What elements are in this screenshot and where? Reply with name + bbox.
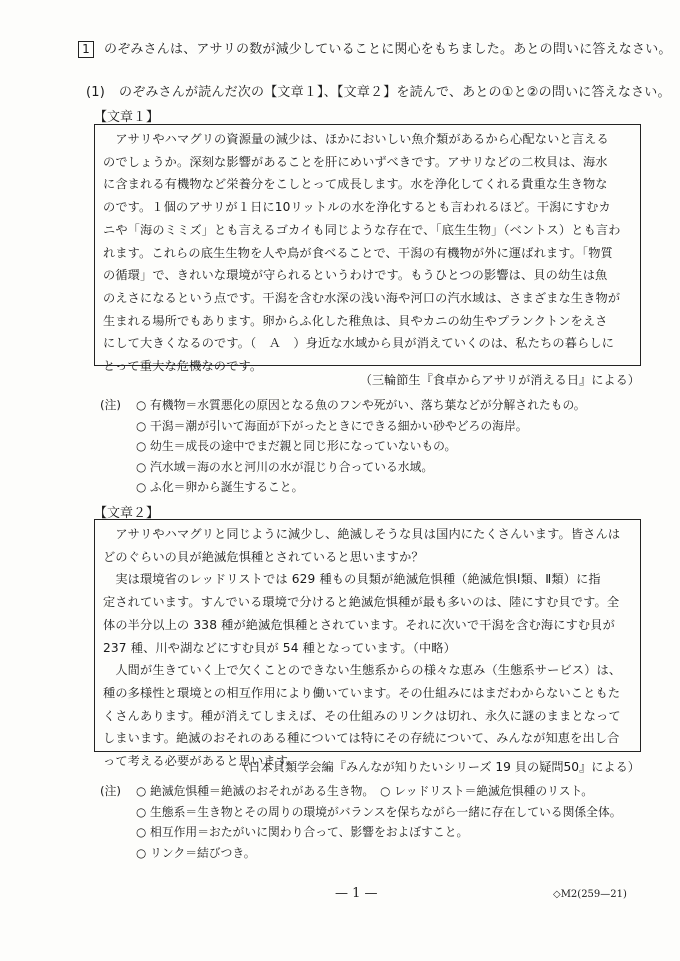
note-item: ○ 生態系＝生き物とその周りの環境がバランスを保ちながら一緒に存在している関係全体。 (136, 804, 622, 819)
text1-body (103, 128, 621, 378)
notes-label: (注) (100, 784, 122, 798)
note-item: ○ 干潟＝潮が引いて海面が下がったときにできる細かい砂やどろの海岸。 (136, 418, 528, 433)
question-number-box: 1 (78, 41, 94, 58)
text1-line: のえさになるという点です。干潟を含む水深の浅い海や河口の汽水域は、さまざまな生き物が (103, 290, 621, 305)
text2-line: アサリやハマグリと同じように減少し、絶滅しそうな貝は国内にたくさんいます。皆さんは (103, 527, 621, 541)
note-item: ○ リンク＝結びつき。 (136, 845, 256, 860)
text2-line: 種の多様性と環境との相互作用により働いています。その仕組みにはまだわからないこともた (103, 685, 621, 700)
text2-notes (100, 781, 622, 863)
text2-line: 定されています。すんでいる環境で分けると絶滅危惧種が最も多いのは、陸にすむ貝です。全 (103, 595, 620, 610)
notes-list (136, 395, 586, 498)
text1-line: れます。これらの底生生物を人や鳥が食べることで、干潟の有機物が外に運ばれます。「物質 (103, 245, 613, 260)
note-item: ○ 有機物＝水質悪化の原因となる魚のフンや死がい、落ち葉などが分解されたもの。 (136, 398, 586, 412)
text2-body (103, 523, 621, 773)
text1-source: （三輪節生『食卓からアサリが消える日』による） (359, 373, 640, 387)
note-item: ○ 汽水域＝海の水と河川の水が混じり合っている水域。 (136, 459, 434, 474)
exam-code: ◇M2(259—21) (553, 889, 627, 900)
text2-line: 人間が生きていく上で欠くことのできない生態系からの様々な恵み（生態系サービス）は、 (103, 663, 622, 678)
subquestion-1 (86, 81, 671, 100)
subquestion-label: (1) (86, 85, 106, 100)
text2-line: 237 種、川や湖などにすむ貝が 54 種となっています。（中略） (103, 640, 456, 655)
text1-line: のでしょうか。深刻な影響があることを肝にめいずべきです。アサリなどの二枚貝は、海水 (103, 154, 608, 169)
text2-line: くさんあります。種が消えてしまえば、その仕組みのリンクは切れ、永久に謎のままとなって (103, 708, 621, 723)
text1-line: のです。１個のアサリが１日に10リットルの水を浄化するとも言われるほど。干潟にすむカ (103, 200, 611, 215)
text1-line: の循環」で、きれいな環境が守られるというわけです。もうひとつの影響は、貝の幼生は魚 (103, 268, 608, 283)
note-item: ○ 絶滅危惧種＝絶滅のおそれがある生き物。 ○ レッドリスト＝絶滅危惧種のリスト。 (136, 784, 594, 798)
text1-line: に含まれる有機物など栄養分をこしとって成長します。水を浄化してくれる貴重な生き物な (103, 177, 608, 192)
text2-line: 体の半分以上の 338 種が絶滅危惧種とされています。それに次いで干潟を含む海にすむ貝が (103, 617, 615, 632)
text2-line: どのぐらいの貝が絶滅危惧種とされていると思いますか？ (103, 549, 424, 564)
text2-line: しまいます。絶滅のおそれのある種については特にその存続について、みんなが知恵を出し合 (103, 731, 620, 746)
text2-line: って考える必要があると思います。 (103, 754, 300, 769)
text1-box (94, 124, 641, 374)
question-1 (78, 38, 672, 58)
text1-heading: 【文章１】 (94, 110, 160, 125)
note-item: ○ 幼生＝成長の途中でまだ親と同じ形になっていないもの。 (136, 439, 457, 453)
notes-label: (注) (100, 398, 122, 412)
text1-notes (100, 395, 586, 498)
question-prompt: のぞみさんは、アサリの数が減少していることに関心をもちました。あとの問いに答えなさい。 (104, 42, 672, 57)
text2-heading: 【文章２】 (94, 506, 160, 521)
text1-line: ニや「海のミミズ」とも言えるゴカイも同じような存在で、「底生生物」（ベントス）とも言わ (103, 222, 621, 237)
text1-line: にして大きくなるのです。（ Ａ ）身近な水域から貝が消えていくのは、私たちの暮らしに (103, 336, 615, 351)
subquestion-prompt: のぞみさんが読んだ次の【文章１】、【文章２】を読んで、あとの①と②の問いに答えなさい。 (119, 85, 671, 100)
text1-line: とって重大な危機なのです。 (103, 359, 263, 374)
text1-line: アサリやハマグリの資源量の減少は、ほかにおいしい魚介類があるから心配ないと言える (103, 132, 609, 146)
note-item: ○ 相互作用＝おたがいに関わり合って、影響をおよぼすこと。 (136, 825, 469, 839)
page-number: — 1 — (335, 886, 378, 901)
text2-line: 実は環境省のレッドリストでは 629 種もの貝類が絶滅危惧種（絶滅危惧Ⅰ類、Ⅱ類）に指 (103, 572, 601, 587)
notes-list (136, 781, 622, 863)
text2-source: （日本貝類学会編『みんなが知りたいシリーズ 19 貝の疑問50』による） (236, 760, 640, 774)
text1-line: 生まれる場所でもあります。卵からふ化した稚魚は、貝やカニの幼生やプランクトンをえさ (103, 313, 608, 328)
note-item: ○ ふ化＝卵から誕生すること。 (136, 480, 304, 494)
